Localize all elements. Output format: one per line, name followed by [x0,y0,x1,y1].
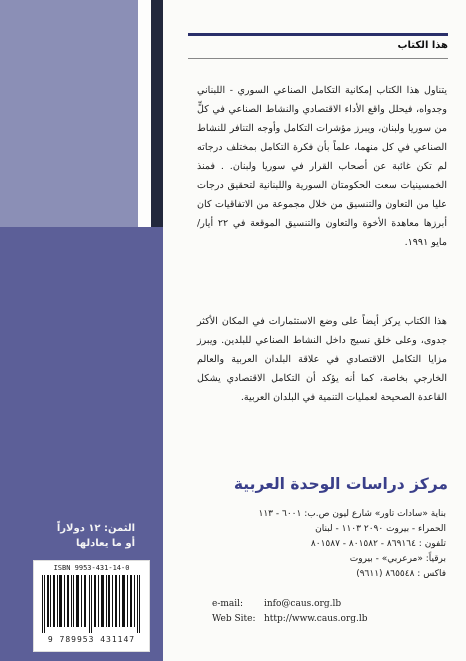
price-line: الثمن: ١٢ دولاراً [56,523,135,534]
section-heading: هذا الكتاب [397,40,448,51]
publisher-address [188,507,446,582]
website-label: Web Site: [212,614,256,624]
heading-divider [188,58,448,59]
email-row [212,597,442,612]
email-label: e-mail: [212,599,244,609]
top-rule [188,33,448,36]
barcode-bars [40,575,143,633]
address-line: بناية «سادات تاور» شارع ليون ص.ب: ٦٠٠١ - ١١٣ [258,509,446,519]
price-box [25,521,135,551]
address-line: تلفون : ٨٦٩١٦٤ - ٨٠١٥٨٢ - ٨٠١٥٨٧ [310,539,446,549]
publisher-name: مركز دراسات الوحدة العربية [233,475,448,493]
description-paragraph-2: هذا الكتاب يركز أيضاً على وضع الاستثمارات في المكان الأكثر جدوى، وعلى خلق نسيج داخل النشاط الصناعي للبلدين. ويبرز مزايا التكامل الاقتصادي في علاقة البلدان العربية والعالم الخارجي بخاصة، كما أنه يؤكد أن التكامل الاقتصادي يشكل القاعدة الصحيحة لعمليات التنمية في البلدان العربية. [197,316,447,403]
address-line: فاكس : ٨٦٥٥٤٨ (٩٦١١) [356,569,446,579]
spine-block-upper [0,227,163,490]
description-paragraph-1: يتناول هذا الكتاب إمكانية التكامل الصناعي السوري - اللبناني وجدواه، فيحلل واقع الأداء الاقتصادي والنشاط الصناعي في كلٍّ من سوريا ولبنان، ويبرز مؤشرات التكامل وأوجه التنافر للنشاط الصناعي في كل منهما، علماً بأن فكرة التكامل بمختلف درجاته لم تكن غائبة عن أصحاب القرار في سوريا ولبنان. . فمنذ الخمسينيات سعت الحكومتان السورية واللبنانية لتحقيق درجات عليا من التعاون والتنسيق من خلال مجموعة من الاتفاقيات كان أبرزها معاهدة الأخوة والتعاون والتنسيق الموقعة في ٢٢ أيار/مايو ١٩٩١. [197,85,447,248]
barcode [33,560,150,652]
isbn-label: ISBN 9953-431-14-0 [53,564,130,572]
price-equivalent: أو ما يعادلها [76,538,135,549]
address-line: برقياً: «مرعربي» - بيروت [349,554,446,564]
website-row [212,612,442,627]
website-link[interactable]: http://www.caus.org.lb [264,614,368,624]
barcode-number: 9 789953 431147 [47,635,136,644]
address-line: الحمراء - بيروت ٢٠٩٠ ١١٠٣ - لبنان [315,524,446,534]
contact-block [212,597,442,627]
email-link[interactable]: info@caus.org.lb [264,599,342,609]
